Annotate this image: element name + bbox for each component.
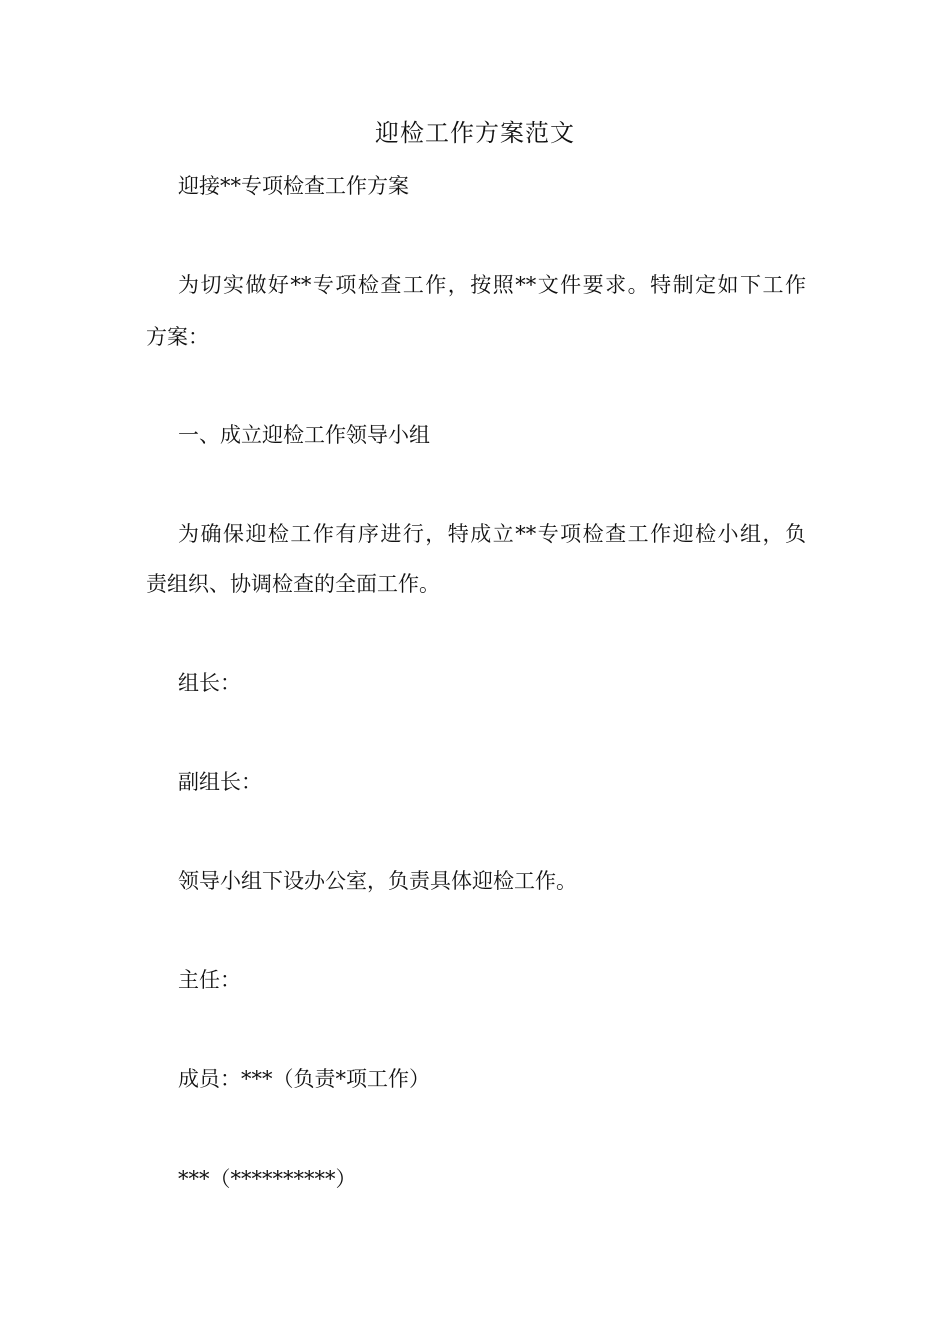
intro-paragraph-line-1: 为切实做好**专项检查工作，按照**文件要求。特制定如下工作 <box>178 273 806 297</box>
document-subtitle: 迎接**专项检查工作方案 <box>178 174 409 198</box>
section-1-heading: 一、成立迎检工作领导小组 <box>178 423 430 447</box>
leader-line: 组长： <box>178 671 241 695</box>
document-title: 迎检工作方案范文 <box>375 119 575 147</box>
members-line: 成员：***（负责*项工作） <box>178 1067 430 1091</box>
section-1-paragraph-line-2: 责组织、协调检查的全面工作。 <box>146 572 440 596</box>
director-line: 主任： <box>178 968 241 992</box>
deputy-leader-line: 副组长： <box>178 770 262 794</box>
intro-paragraph-line-2: 方案： <box>146 325 209 349</box>
office-note-line: 领导小组下设办公室，负责具体迎检工作。 <box>178 869 577 893</box>
section-1-paragraph-line-1: 为确保迎检工作有序进行，特成立**专项检查工作迎检小组，负 <box>178 522 806 546</box>
member-extra-line: ***（**********） <box>178 1167 357 1191</box>
